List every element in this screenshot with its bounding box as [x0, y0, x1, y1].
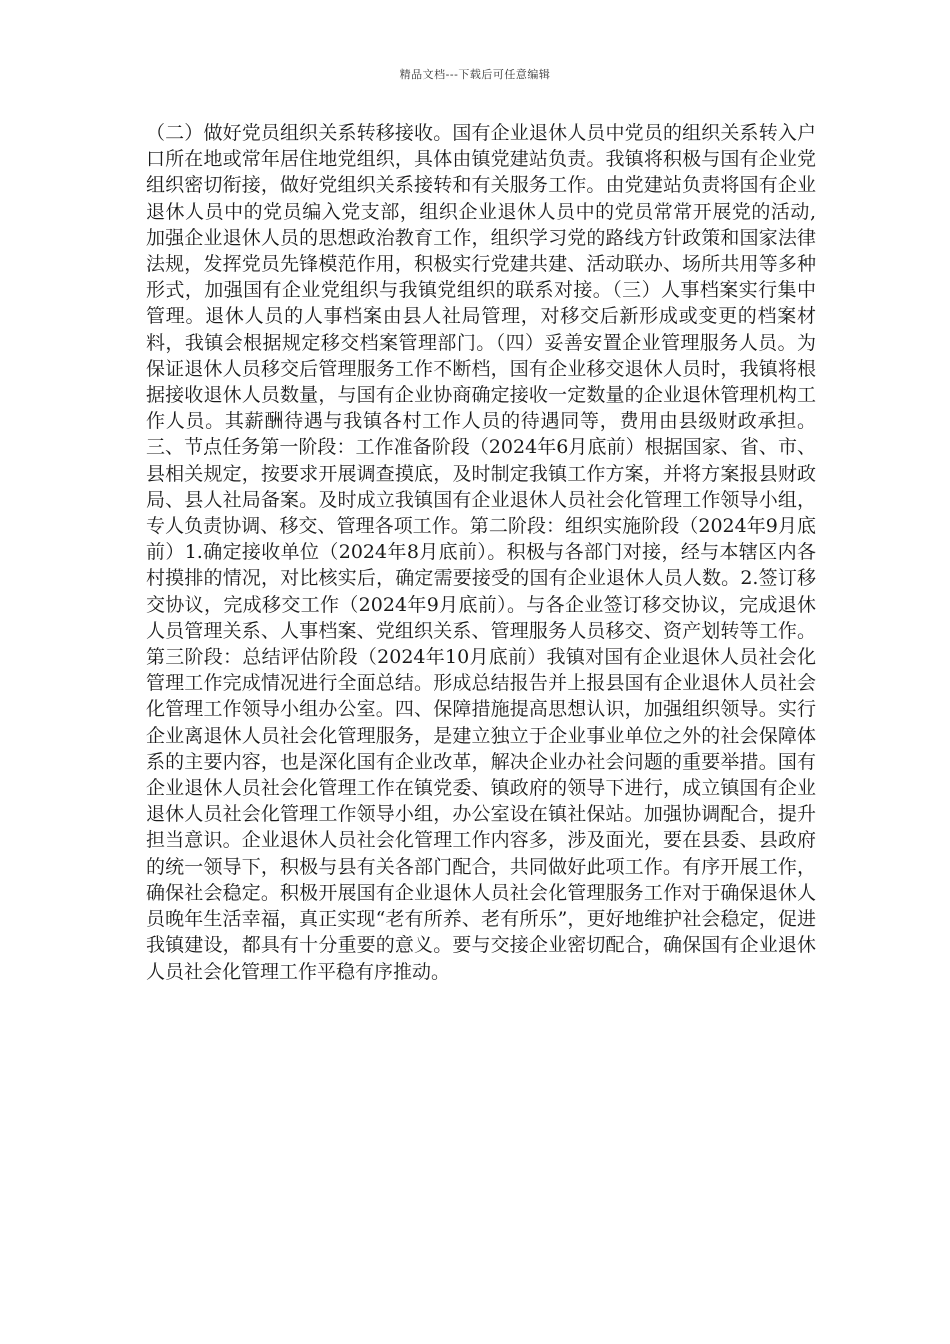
body-paragraph: （二）做好党员组织关系转移接收。国有企业退休人员中党员的组织关系转入户口所在地或常年居住地党组织，具体由镇党建站负责。我镇将积极与国有企业党组织密切衔接，做好党组织关系接转和有关服务工作。由党建站负责将国有企业退休人员中的党员编入党支部，组织企业退休人员中的党员常常开展党的活动,加强企业退休人员的思想政治教育工作，组织学习党的路线方针政策和国家法律法规，发挥党员先锋模范作用，积极实行党建共建、活动联办、场所共用等多种形式，加强国有企业党组织与我镇党组织的联系对接。（三）人事档案实行集中管理。退休人员的人事档案由县人社局管理，对移交后新形成或变更的档案材料，我镇会根据规定移交档案管理部门。（四）妥善安置企业管理服务人员。为保证退休人员移交后管理服务工作不断档，国有企业移交退休人员时，我镇将根据接收退休人员数量，与国有企业协商确定接收一定数量的企业退休管理机构工作人员。其薪酬待遇与我镇各村工作人员的待遇同等，费用由县级财政承担。三、节点任务第一阶段：工作准备阶段（2024年6月底前）根据国家、省、市、县相关规定，按要求开展调查摸底，及时制定我镇工作方案，并将方案报县财政局、县人社局备案。及时成立我镇国有企业退休人员社会化管理工作领导小组，专人负责协调、移交、管理各项工作。第二阶段：组织实施阶段（2024年9月底前）1.确定接收单位（2024年8月底前）。积极与各部门对接，经与本辖区内各村摸排的情况，对比核实后，确定需要接受的国有企业退休人员人数。2.签订移交协议，完成移交工作（2024年9月底前）。与各企业签订移交协议，完成退休人员管理关系、人事档案、党组织关系、管理服务人员移交、资产划转等工作。第三阶段：总结评估阶段（2024年10月底前）我镇对国有企业退休人员社会化管理工作完成情况进行全面总结。形成总结报告并上报县国有企业退休人员社会化管理工作领导小组办公室。四、保障措施提高思想认识，加强组织领导。实行企业离退休人员社会化管理服务，是建立独立于企业事业单位之外的社会保障体系的主要内容，也是深化国有企业改革，解决企业办社会问题的重要举措。国有企业退休人员社会化管理工作在镇党委、镇政府的领导下进行，成立镇国有企业退休人员社会化管理工作领导小组，办公室设在镇社保站。加强协调配合，提升担当意识。企业退休人员社会化管理工作内容多，涉及面光，要在县委、县政府的统一领导下，积极与县有关各部门配合，共同做好此项工作。有序开展工作，确保社会稳定。积极开展国有企业退休人员社会化管理服务工作对于确保退休人员晚年生活幸福，真正实现“老有所养、老有所乐”，更好地维护社会稳定，促进我镇建设，都具有十分重要的意义。要与交接企业密切配合，确保国有企业退休人员社会化管理工作平稳有序推动。	[146, 122, 816, 983]
document-body	[146, 120, 816, 985]
page-header: 精品文档---下载后可任意编辑	[399, 68, 551, 81]
